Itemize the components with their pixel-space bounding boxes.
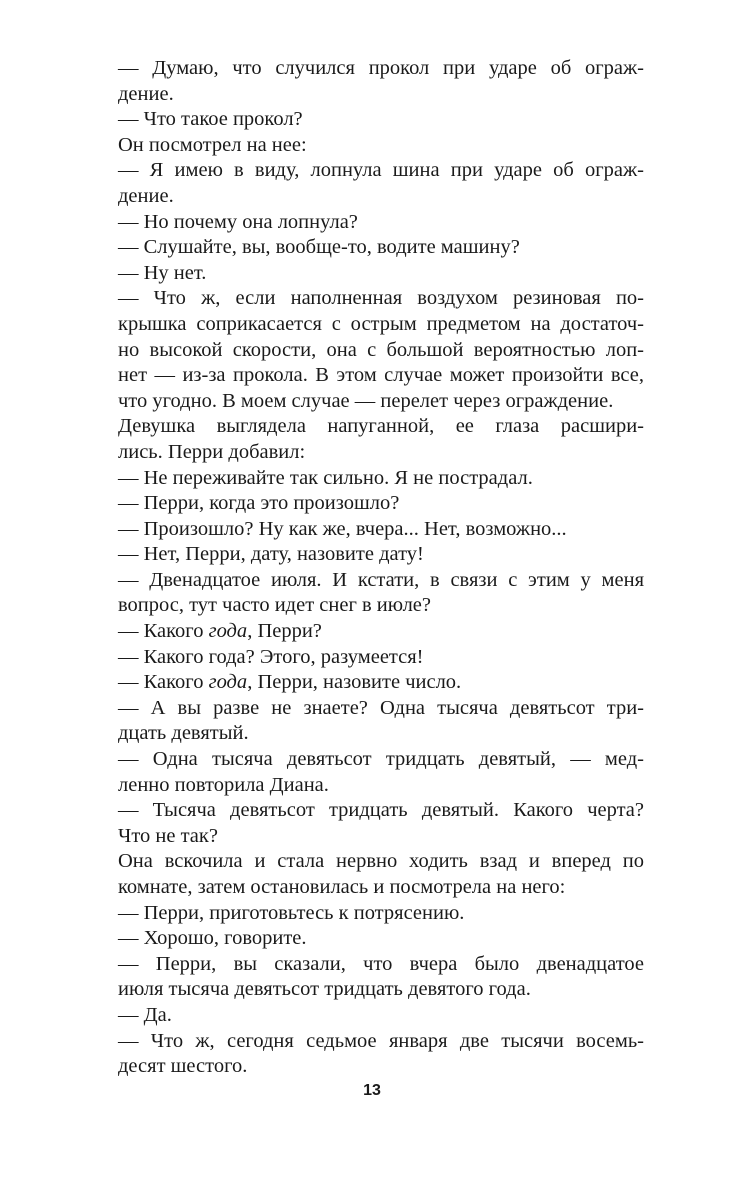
text-line: — Но почему она лопнула?	[118, 210, 358, 233]
text-line: — Двенадцатое июля. И кстати, в связи с этим у меня	[118, 568, 644, 591]
text-line: — Что такое прокол?	[118, 108, 303, 131]
text-line: лись. Перри добавил:	[118, 440, 306, 463]
text-line: десят шестого.	[118, 1055, 248, 1078]
text-line: ленно повторила Диана.	[118, 773, 329, 796]
text-line: — Какого года? Этого, разумеется!	[118, 645, 424, 668]
text-line: что угодно. В моем случае — перелет через ограждение.	[118, 389, 614, 412]
text-line: — А вы разве не знаете? Одна тысяча девятьсот три-	[118, 696, 644, 719]
text-line: — Перри, когда это произошло?	[118, 492, 400, 515]
text-line: — Что ж, сегодня седьмое января две тысячи восемь-	[118, 1029, 644, 1052]
text-line: крышка соприкасается с острым предметом на достаточ-	[118, 312, 644, 335]
page-number: 13	[363, 1082, 381, 1099]
book-page-text	[118, 56, 644, 1080]
italic-emphasis: года	[208, 620, 248, 643]
text-segment: , Перри?	[247, 620, 322, 643]
text-line	[118, 670, 644, 696]
text-line: — Не переживайте так сильно. Я не пострадал.	[118, 466, 533, 489]
text-line: — Произошло? Ну как же, вчера... Нет, возможно...	[118, 517, 567, 540]
text-line: комнате, затем остановилась и посмотрела на него:	[118, 876, 566, 898]
text-line: но высокой скорости, она с большой вероятностью лоп-	[118, 338, 644, 361]
text-line: — Хорошо, говорите.	[118, 927, 307, 950]
text-line: — Да.	[118, 1003, 172, 1026]
italic-emphasis: года	[208, 671, 248, 694]
text-segment: , Перри, назовите число.	[247, 671, 462, 694]
text-line: — Перри, приготовьтесь к потрясению.	[118, 901, 465, 924]
text-line: дцать девятый.	[118, 722, 249, 745]
text-line: Она вскочила и стала нервно ходить взад и вперед по	[118, 850, 644, 873]
text-line	[118, 619, 644, 645]
text-line: дение.	[118, 82, 174, 105]
text-line: — Перри, вы сказали, что вчера было двенадцатое	[118, 952, 644, 975]
text-line: — Нет, Перри, дату, назовите дату!	[118, 543, 424, 566]
text-line: — Слушайте, вы, вообще-то, водите машину?	[118, 236, 520, 259]
text-line: — Я имею в виду, лопнула шина при ударе об ограж-	[118, 159, 644, 182]
text-line: Он посмотрел на нее:	[118, 133, 307, 156]
text-line: — Думаю, что случился прокол при ударе об ограж-	[118, 57, 644, 79]
text-line: — Ну нет.	[118, 261, 207, 284]
text-line: Что не так?	[118, 824, 218, 847]
text-line: июля тысяча девятьсот тридцать девятого года.	[118, 978, 531, 1001]
text-line: нет — из-за прокола. В этом случае может произойти все,	[118, 364, 644, 387]
text-line: вопрос, тут часто идет снег в июле?	[118, 594, 432, 617]
text-segment: — Какого	[118, 671, 209, 694]
text-line: — Одна тысяча девятьсот тридцать девятый, — мед-	[118, 748, 644, 771]
text-line: дение.	[118, 184, 174, 207]
text-segment: — Какого	[118, 620, 209, 643]
text-line: — Тысяча девятьсот тридцать девятый. Какого черта?	[118, 799, 644, 822]
text-line: — Что ж, если наполненная воздухом резиновая по-	[118, 287, 644, 310]
text-line: Девушка выглядела напуганной, ее глаза расшири-	[118, 415, 644, 438]
